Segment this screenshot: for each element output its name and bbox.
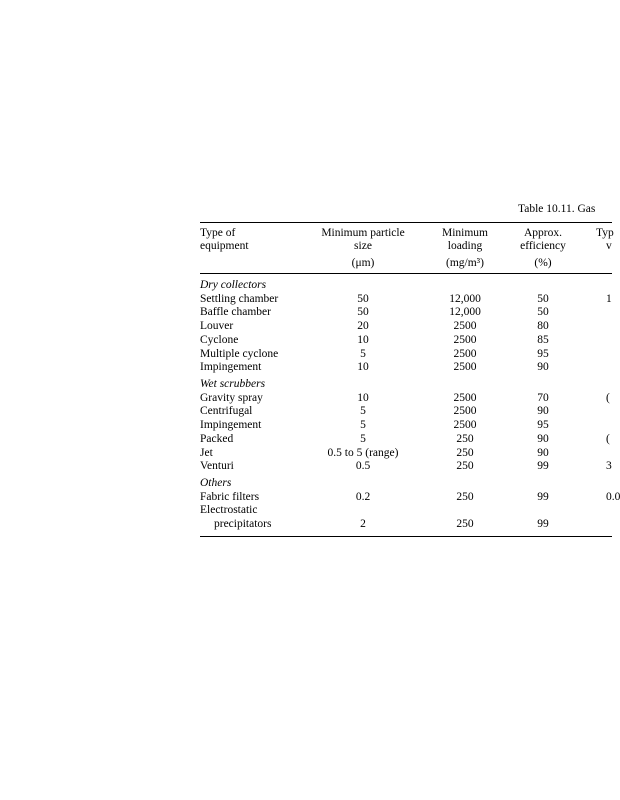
cell-loading: 2500: [453, 347, 477, 360]
row-name: Impingement: [200, 361, 262, 374]
cell-loading: 2500: [453, 333, 477, 346]
cell-eff: 90: [537, 432, 549, 445]
cell-eff: 85: [537, 333, 549, 346]
section-title: Wet scrubbers: [200, 378, 266, 390]
header-partial: Typ v: [596, 227, 614, 252]
cell-eff: 80: [537, 320, 549, 333]
cell-eff: 95: [537, 347, 549, 360]
row-name: Settling chamber: [200, 292, 279, 305]
cell-loading: 12,000: [449, 292, 481, 305]
cell-extra: (: [606, 432, 610, 445]
cell-size: 10: [357, 333, 369, 346]
cell-eff: 50: [537, 292, 549, 305]
row-name: Packed: [200, 432, 234, 445]
cell-size: 10: [357, 361, 369, 374]
cell-loading: 250: [456, 490, 474, 503]
cell-size: 0.2: [355, 490, 371, 503]
bottom-rule: [200, 536, 612, 537]
cell-size: 5: [360, 432, 366, 445]
row-name: Fabric filters: [200, 490, 260, 503]
cell-eff: 99: [537, 490, 549, 503]
header-rule: [200, 273, 612, 274]
header-size: Minimum particle size (μm): [321, 227, 405, 269]
cell-loading: 2500: [453, 361, 477, 374]
cell-eff: 90: [537, 405, 549, 418]
cell-size: 5: [360, 347, 366, 360]
cell-size: 5: [360, 419, 366, 432]
cell-extra: 1: [606, 292, 612, 305]
cell-loading: 250: [456, 432, 474, 445]
header-efficiency: Approx. efficiency (%): [520, 227, 566, 269]
row-name: Jet: [200, 446, 213, 459]
cell-size: 0.5 to 5 (range): [327, 446, 399, 459]
cell-size: 2: [360, 518, 366, 531]
cell-eff: 95: [537, 419, 549, 432]
row-name: Venturi: [200, 460, 234, 473]
cell-extra: 3: [606, 460, 612, 473]
cell-size: 50: [357, 306, 369, 319]
table-caption: Table 10.11. Gas: [518, 203, 596, 215]
cell-extra: 0.0: [606, 490, 620, 503]
cell-loading: 2500: [453, 391, 477, 404]
cell-size: 50: [357, 292, 369, 305]
row-name-cont: precipitators: [214, 518, 272, 531]
row-name: Centrifugal: [200, 405, 253, 418]
cell-eff: 99: [537, 460, 549, 473]
cell-eff: 90: [537, 361, 549, 374]
top-rule: [200, 222, 612, 223]
row-name: Louver: [200, 320, 234, 333]
row-name: Impingement: [200, 419, 262, 432]
cell-loading: 12,000: [449, 306, 481, 319]
cell-eff: 70: [537, 391, 549, 404]
cell-size: 20: [357, 320, 369, 333]
header-loading: Minimum loading (mg/m³): [441, 227, 488, 269]
cell-loading: 2500: [453, 419, 477, 432]
cell-extra: (: [606, 391, 610, 404]
row-name: Gravity spray: [200, 391, 263, 404]
row-name: Electrostatic: [200, 504, 258, 517]
section-title: Dry collectors: [200, 279, 267, 291]
cell-eff: 99: [537, 518, 549, 531]
cell-size: 0.5: [355, 460, 371, 473]
cell-eff: 50: [537, 306, 549, 319]
cell-loading: 250: [456, 446, 474, 459]
cell-eff: 90: [537, 446, 549, 459]
row-name: Baffle chamber: [200, 306, 271, 319]
row-name: Cyclone: [200, 333, 239, 346]
cell-loading: 250: [456, 518, 474, 531]
cell-loading: 250: [456, 460, 474, 473]
cell-loading: 2500: [453, 405, 477, 418]
header-type: Type of equipment: [200, 227, 249, 252]
row-name: Multiple cyclone: [200, 347, 279, 360]
cell-loading: 2500: [453, 320, 477, 333]
cell-size: 5: [360, 405, 366, 418]
section-title: Others: [200, 477, 232, 489]
cell-size: 10: [357, 391, 369, 404]
